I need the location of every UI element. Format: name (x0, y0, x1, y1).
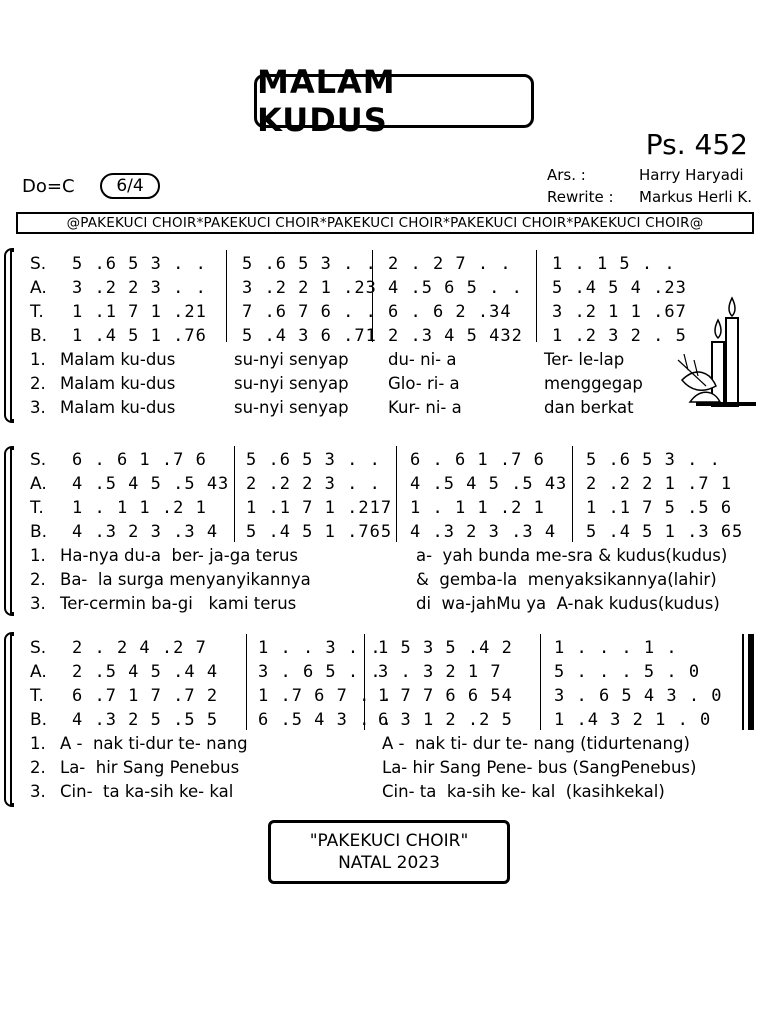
verse-row-1: 1. Malam ku-dus su-nyi senyap du- ni- a Ter- le-lap (30, 350, 625, 369)
verse-row-3: 3. Cin- ta ka-sih ke- kal Cin- ta ka-sih ke- kal (kasihkekal) (30, 782, 665, 801)
voice-row-tenor: T. 1 . 1 1 .2 1 1 .1 7 1 .217 1 . 1 1 .2 1 1 .1 7 5 .5 6 (30, 498, 733, 518)
title-box (254, 63, 534, 139)
voice-row-soprano: S. 2 . 2 4 .2 7 1 . . 3 . . 1 5 3 5 .4 2 1 . . . 1 . (30, 638, 678, 658)
rewriter-label: Rewrite : (547, 188, 614, 206)
footer-event: NATAL 2023 (338, 853, 440, 873)
hymn-number: Ps. 452 (645, 128, 748, 161)
verse-row-3: 3. Malam ku-dus su-nyi senyap Kur- ni- a dan berkat (30, 398, 634, 417)
song-title: MALAM KUDUS (257, 63, 396, 139)
voice-row-soprano: S. 5 .6 5 3 . . 5 .6 5 3 . . 2 . 2 7 . . 1 . 1 5 . . (30, 254, 676, 274)
system1-inner-bracket (10, 250, 14, 421)
verse-row-2: 2. Malam ku-dus su-nyi senyap Glo- ri- a menggegap (30, 374, 643, 393)
key-signature: Do=C (22, 176, 75, 197)
verse-row-3: 3. Ter-cermin ba-gi kami terus di wa-jahMu ya A-nak kudus(kudus) (30, 594, 720, 613)
rewriter-name: Markus Herli K. (639, 188, 752, 206)
voice-row-bass: B. 4 .3 2 3 .3 4 5 .4 5 1 .765 4 .3 2 3 .3 4 5 .4 5 1 .3 65 (30, 522, 744, 542)
verse-row-2: 2. La- hir Sang Penebus La- hir Sang Pene- bus (SangPenebus) (30, 758, 697, 777)
voice-row-alto: A. 4 .5 4 5 .5 43 2 .2 2 3 . . 4 .5 4 5 .5 43 2 .2 2 1 .7 1 (30, 474, 733, 494)
arranger-label: Ars. : (547, 166, 586, 184)
footer-box (268, 820, 510, 884)
voice-row-tenor: T. 6 .7 1 7 .7 2 1 .7 6 7 . . 1 7 7 6 6 54 3 . 6 5 4 3 . 0 (30, 686, 723, 706)
voice-row-alto: A. 3 .2 2 3 . . 3 .2 2 1 .23 4 .5 6 5 . . 5 .4 5 4 .23 (30, 278, 687, 298)
choir-banner: @PAKEKUCI CHOIR*PAKEKUCI CHOIR*PAKEKUCI CHOIR*PAKEKUCI CHOIR*PAKEKUCI CHOIR@ (16, 212, 754, 234)
credits (547, 164, 752, 208)
footer-choir-name: "PAKEKUCI CHOIR" (309, 831, 469, 851)
meter-value: 6/4 (116, 176, 144, 196)
time-signature (100, 173, 160, 199)
voice-row-bass: B. 4 .3 2 5 .5 5 6 .5 4 3 . . 6 3 1 2 .2 5 1 .4 3 2 1 . 0 (30, 710, 712, 730)
verse-row-1: 1. A - nak ti-dur te- nang A - nak ti- dur te- nang (tidurtenang) (30, 734, 690, 753)
system2-inner-bracket (10, 448, 14, 614)
arranger-name: Harry Haryadi (639, 166, 744, 184)
voice-row-alto: A. 2 .5 4 5 .4 4 3 . 6 5 . . 3 . 3 2 1 7 5 . . . 5 . 0 (30, 662, 701, 682)
system3-inner-bracket (10, 634, 14, 805)
voice-row-bass: B. 1 .4 5 1 .76 5 .4 3 6 .71 2 .3 4 5 432 1 .2 3 2 . 5 (30, 326, 687, 346)
verse-row-2: 2. Ba- la surga menyanyikannya & gemba-la menyaksikannya(lahir) (30, 570, 717, 589)
voice-row-soprano: S. 6 . 6 1 .7 6 5 .6 5 3 . . 6 . 6 1 .7 6 5 .6 5 3 . . (30, 450, 721, 470)
voice-row-tenor: T. 1 .1 7 1 .21 7 .6 7 6 . . 6 . 6 2 .34 3 .2 1 1 .67 (30, 302, 687, 322)
verse-row-1: 1. Ha-nya du-a ber- ja-ga terus a- yah bunda me-sra & kudus(kudus) (30, 546, 728, 565)
